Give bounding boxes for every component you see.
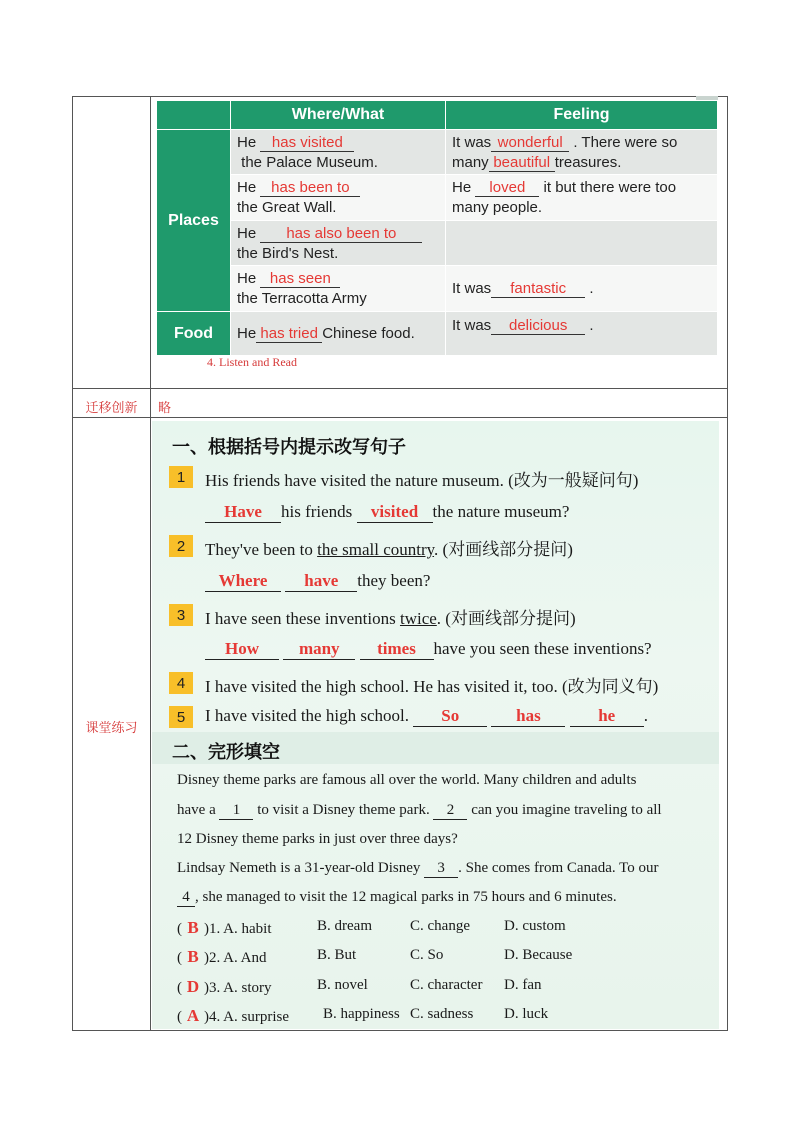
question-number-badge: 1 <box>169 466 193 488</box>
table-top-strip <box>696 96 718 100</box>
cloze-blank: 4 <box>177 889 195 907</box>
row-label-practice: 课堂练习 <box>85 721 138 736</box>
cell-text: He <box>237 179 257 196</box>
underlined-phrase: the small country <box>317 540 435 559</box>
answer-blank: has seen <box>260 270 340 288</box>
answer-letter: B <box>187 918 199 937</box>
cell-text: treasures. <box>554 154 622 171</box>
answer-blank: loved <box>475 179 539 197</box>
question-text: . (对画线部分提问) <box>436 609 576 628</box>
header-feeling: Feeling <box>446 101 717 129</box>
answer-text: his friends <box>281 502 353 521</box>
answer-blank: wonderful <box>491 134 569 152</box>
option-row: ( A )4. A. surprise B. happiness C. sadness D. luck <box>177 1006 549 1025</box>
answer-letter: A <box>186 1006 200 1025</box>
cell-text: Chinese food. <box>322 325 415 342</box>
cloze-blank: 1 <box>219 802 253 820</box>
cloze-text: . She comes from Canada. To our <box>458 860 659 876</box>
answer-blank: has tried <box>256 325 322 343</box>
answer-letter: B <box>187 947 199 966</box>
cell-text: He <box>237 134 257 151</box>
side-label-food: Food <box>157 312 230 355</box>
question-2-answer <box>205 571 430 592</box>
row4-feeling <box>446 266 717 311</box>
cell-text: It was <box>452 134 492 151</box>
side-label-places: Places <box>157 130 230 311</box>
cloze-text: Lindsay Nemeth is a 31-year-old Disney <box>177 860 421 876</box>
cell-text: He <box>237 225 257 242</box>
header-corner <box>157 101 230 129</box>
answer-blank: So <box>413 706 487 727</box>
cell-text: the Terracotta Army <box>237 290 367 307</box>
row3-feeling <box>446 221 717 265</box>
option-c: C. sadness <box>410 1006 474 1022</box>
row-divider <box>73 388 727 389</box>
cell-text: the Bird's Nest. <box>237 245 339 262</box>
cloze-blank: 3 <box>424 860 458 878</box>
answer-blank: many <box>283 639 355 660</box>
cell-text: many people. <box>452 199 543 216</box>
answer-text: the nature museum? <box>432 502 570 521</box>
answer-blank: fantastic <box>491 280 585 298</box>
option-d: D. Because <box>504 947 573 963</box>
question-3-answer <box>205 639 652 660</box>
answer-blank: times <box>360 639 434 660</box>
cell-text: . <box>589 280 594 297</box>
option-row: ( B )2. A. And B. But C. So D. Because <box>177 947 573 966</box>
question-5-text <box>205 706 648 727</box>
cloze-line <box>177 889 617 907</box>
answer-text: . <box>643 706 648 725</box>
option-a: )1. A. habit <box>204 921 272 937</box>
cell-text: the Palace Museum. <box>241 154 378 171</box>
cell-text: It was <box>452 280 492 297</box>
option-b: B. dream <box>317 918 372 934</box>
question-number-badge: 3 <box>169 604 193 626</box>
cell-text: It was <box>452 317 492 334</box>
option-a: )2. A. And <box>204 950 267 966</box>
cloze-text: , she managed to visit the 12 magical parks in 75 hours and 6 minutes. <box>195 889 617 905</box>
cell-text: the Great Wall. <box>237 199 337 216</box>
question-2-text <box>205 535 573 560</box>
row2-feeling <box>446 175 717 220</box>
cloze-line <box>177 802 662 820</box>
section2-title: 二、完形填空 <box>172 742 280 763</box>
header-where-what: Where/What <box>231 101 445 129</box>
answer-blank: beautiful <box>489 154 555 172</box>
row4-where <box>231 266 445 311</box>
answer-blank: he <box>570 706 644 727</box>
option-row: ( B )1. A. habit B. dream C. change D. custom <box>177 918 566 937</box>
option-b: B. happiness <box>323 1006 400 1022</box>
section1-title: 一、根据括号内提示改写句子 <box>172 437 406 458</box>
answer-blank: has been to <box>260 179 360 197</box>
option-d: D. fan <box>504 977 542 993</box>
answer-text: they been? <box>357 571 431 590</box>
answer-blank: has <box>491 706 565 727</box>
cloze-text: can you imagine traveling to all <box>471 802 662 818</box>
cell-text: many <box>452 154 489 171</box>
row5-where <box>231 312 445 355</box>
cloze-text: to visit a Disney theme park. <box>257 802 430 818</box>
answer-blank: have <box>285 571 357 592</box>
row3-where <box>231 221 445 265</box>
cell-text: . <box>589 317 594 334</box>
row1-where <box>231 130 445 174</box>
answer-blank: visited <box>357 502 433 523</box>
option-d: D. luck <box>504 1006 549 1022</box>
option-a: )4. A. surprise <box>204 1009 289 1025</box>
question-text: . (对画线部分提问) <box>434 540 573 559</box>
question-text: They've been to <box>205 540 318 559</box>
column-divider <box>150 97 151 1030</box>
option-b: B. But <box>317 947 357 963</box>
answer-blank: delicious <box>491 317 585 335</box>
question-text: I have seen these inventions <box>205 609 400 628</box>
cloze-line <box>177 860 658 878</box>
option-d: D. custom <box>504 918 566 934</box>
answer-letter: D <box>186 977 200 996</box>
option-a: )3. A. story <box>204 980 272 996</box>
row-label-transfer: 迁移创新 <box>85 401 138 416</box>
question-number-badge: 5 <box>169 706 193 728</box>
row-divider <box>73 417 727 418</box>
answer-blank: How <box>205 639 279 660</box>
question-1-answer <box>205 502 569 523</box>
cell-text: He <box>452 179 472 196</box>
cloze-blank: 2 <box>433 802 467 820</box>
answer-blank: has visited <box>260 134 354 152</box>
answer-blank: Have <box>205 502 281 523</box>
row5-feeling <box>446 312 717 355</box>
question-3-text <box>205 604 576 629</box>
answer-text: have you seen these inventions? <box>433 639 652 658</box>
question-1-text: His friends have visited the nature museum. (改为一般疑问句) <box>205 471 639 490</box>
row2-where <box>231 175 445 220</box>
cell-text: He <box>237 270 257 287</box>
transfer-content: 略 <box>158 401 172 416</box>
question-4-text: I have visited the high school. He has visited it, too. (改为同义句) <box>205 677 659 696</box>
option-b: B. novel <box>317 977 368 993</box>
question-text: I have visited the high school. <box>205 706 409 725</box>
cloze-line: 12 Disney theme parks in just over three days? <box>177 831 458 847</box>
answer-blank: has also been to <box>260 225 422 243</box>
cell-text: He <box>237 325 257 342</box>
option-row: ( D )3. A. story B. novel C. character D. fan <box>177 977 542 996</box>
option-c: C. character <box>410 977 483 993</box>
question-number-badge: 2 <box>169 535 193 557</box>
question-number-badge: 4 <box>169 672 193 694</box>
cell-text: . There were so <box>573 134 678 151</box>
row1-feeling <box>446 130 717 174</box>
underlined-phrase: twice <box>399 609 437 628</box>
answer-blank: Where <box>205 571 281 592</box>
option-c: C. change <box>410 918 470 934</box>
cloze-line: Disney theme parks are famous all over the world. Many children and adults <box>177 772 637 788</box>
option-c: C. So <box>410 947 444 963</box>
cloze-text: have a <box>177 802 216 818</box>
places-food-table <box>157 101 717 355</box>
cell-text: it but there were too <box>543 179 677 196</box>
listen-and-read-label: 4. Listen and Read <box>207 355 297 369</box>
